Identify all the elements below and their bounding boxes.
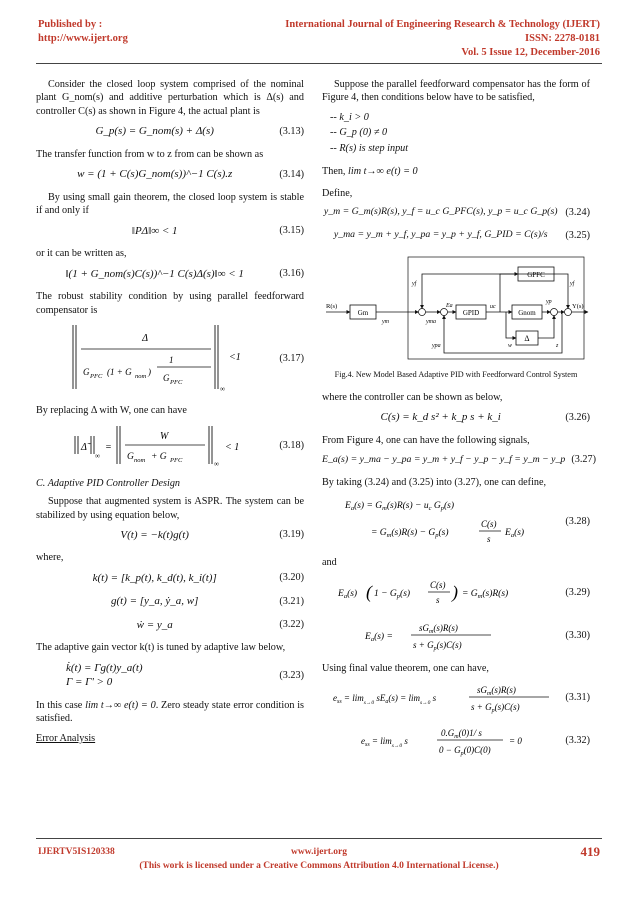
equation-3-32-graphic [341,724,541,758]
footer-rule [36,838,602,839]
condition-item: -- R(s) is step input [330,142,409,154]
svg-text:s: s [486,534,491,545]
svg-text:): ) [451,581,458,602]
journal-title: International Journal of Engineering Research & Technology (IJERT) [285,19,600,30]
equation-3-31: $e_{ss} = \lim_{s\to 0} sE_a(s) = \lim_{s\to 0} s$ $sG_m(s)R(s)$ $s + G_p(s)C(s)$ (3.31) [322,681,590,715]
paragraph: or it can be written as, [36,248,127,260]
svg-text:(: ( [365,581,372,602]
signal-label: ym [382,319,389,326]
figure-4-block-diagram [322,251,590,366]
figure-caption: Fig.4. New Model Based Adaptive PID with Feedforward Control System [334,370,578,380]
svg-text:s + Gp(s)C(s): $s + G_p(s)C(s)$ [470,702,520,715]
equation-3-21: g(t) = [y_a, ẏ_a, w] (3.21) [110,595,304,608]
svg-text:): ) [147,367,151,378]
equation-3-19: V(t) = −k(t)g(t) (3.19) [120,528,304,541]
equation-3-25: y_ma = y_m + y_f, y_pa = y_p + y_f, G_PID = C(s)/s (3.25) [333,228,590,241]
svg-text:W: W [159,430,169,442]
equation-3-18-graphic [65,424,245,468]
svg-text:1 − Gp(s): $1 - G_p(s)$ [373,588,410,600]
license-note: (This work is licensed under a Creative Commons Attribution 4.0 International License.) [139,861,499,871]
paragraph: Using final value theorem, one can have, [322,662,489,674]
section-heading: C. Adaptive PID Controller Design [36,477,181,489]
inline-limit: lim t→∞ e(t) = 0 [85,699,156,711]
svg-text:Ea(s) =: $E_a(s)$ = [364,631,393,643]
equation-3-29: $E_a(s)$ ( $1 - G_p(s)$ C(s) s ) = $G_m(s)R(s)$ (3.29) [322,576,590,610]
equation-3-23-line: k̇(t) = Γg(t)y_a(t) [66,661,143,674]
signal-label: uc [490,304,496,311]
header-rule [36,63,602,64]
svg-text:∞: ∞ [94,451,100,460]
left-column [36,78,304,745]
svg-text:= 0: = 0 [508,736,522,747]
paragraph: Suppose the parallel feedforward compensator has the form of Figure 4, then conditions below have to be satisfied, [322,79,590,104]
signal-label: ypa [432,343,441,350]
equation-3-20: k(t) = [k_p(t), k_d(t), k_i(t)] (3.20) [92,571,304,584]
equation-3-28-graphic [341,495,541,547]
equation-3-30: $E_a(s)$ = $sG_m(s)R(s)$ $s + G_p(s)C(s)$ (3.30) [322,619,590,653]
gnom-label: Gnom [518,309,536,318]
svg-text:= Gm(s)R(s) − Gp(s): = $G_m(s)R(s) - G_p(s)$ [370,528,449,540]
equation-3-27: E_a(s) = y_ma − y_pa = y_m + y_f − y_p − y_f = y_m − y_p (3.27) [322,453,596,466]
svg-text:PFC: PFC [89,373,102,381]
equation-3-15: ‖PΔ‖∞ < 1 (3.15) [131,224,304,237]
svg-text:s: s [435,594,440,605]
svg-text:G: G [82,367,90,378]
svg-text:nom: nom [134,373,146,381]
paragraph: Then, lim t→∞ e(t) = 0 [322,166,418,178]
sum-junction [441,309,448,316]
issn: ISSN: 2278-0181 [525,33,600,44]
svg-text:G: G [162,373,170,384]
svg-text:Ea(s): $E_a(s)$ [504,528,524,540]
svg-text:(1 + G: (1 + G [106,367,132,378]
gpfc-label: GPFC [527,271,545,280]
svg-text:ess = lims→0 sEa(s) = lims→0 s: $e_{ss} = \lim_{s\to 0} sE_a(s) = \lim_{s\to 0} s$ [332,693,436,707]
equation-3-17: Δ 1 G PFC (1 + G nom ) G PFC ∞ <1 (3.17) [36,323,304,395]
paragraph: and [322,557,337,569]
signal-label: Y(s) [572,303,584,311]
volume-issue: Vol. 5 Issue 12, December-2016 [461,47,600,58]
svg-text:∞: ∞ [219,385,225,394]
equation-3-24: y_m = G_m(s)R(s), y_f = u_c G_PFC(s), y_p = u_c G_p(s) (3.24) [323,206,590,219]
sum-junction [551,309,558,316]
publisher-label: Published by : [38,19,103,30]
delta-label: Δ [524,334,530,344]
svg-text:sGm(s)R(s): $sG_m(s)R(s)$ [476,685,516,698]
signal-label: w [508,343,513,350]
page-number: 419 [580,844,600,859]
signal-label: yf [570,281,575,288]
equation-3-18: Δ̃ ∞ = W G nom + G PFC ∞ < 1 (3.18) [36,424,304,468]
equation-3-31-graphic [331,681,551,715]
paragraph: Consider the closed loop system comprised of the nominal plant G_nom(s) and additive perturbation which is Δ(s) and controller C(s) as shown in Figure 4, the actual plant is [36,79,304,117]
svg-text:Ea(s): $E_a(s)$ [337,588,357,600]
signal-label: yf [412,281,417,288]
svg-text:∞: ∞ [213,459,219,468]
sum-junction [565,309,572,316]
svg-text:ess = lims→0 s: $e_{ss} = \lim_{s\to 0} s$ [360,736,408,750]
equation-3-14: w = (1 + C(s)G_nom(s))^−1 C(s).z (3.14) [77,168,304,181]
paragraph: By using small gain theorem, the closed loop system is stable if and only if [36,191,304,217]
footer-url[interactable]: www.ijert.org [291,847,347,857]
signal-label: z [556,343,559,350]
equation-3-23-line: Γ = Γ' > 0 [66,676,113,689]
paragraph: Suppose that augmented system is ASPR. The system can be stabilized by using equation below, [36,496,304,521]
paragraph: where the controller can be shown as below, [322,391,503,403]
svg-text:nom: nom [133,456,145,464]
svg-text:=: = [104,441,112,453]
sum-junction [419,309,426,316]
paragraph: The adaptive gain vector k(t) is tuned by adaptive law below, [36,642,286,654]
equation-3-28: $E_a(s) = G_m(s)R(s) - u_c$ $G_p(s)$ = $G_m(s)R(s) - G_p(s)$ C(s) s $E_a(s)$ (3.28) [322,495,590,547]
svg-text:0 − Gp(0)C(0): $0 - G_p(0)C(0)$ [438,745,491,758]
paragraph: In this case lim t→∞ e(t) = 0. Zero steady state error condition is satisfied. [36,699,304,725]
right-column [322,78,596,767]
journal-url[interactable]: http://www.ijert.org [38,33,128,44]
signal-label: yp [546,299,552,306]
equation-3-17-graphic [65,323,245,395]
condition-item: -- G_p (0) ≠ 0 [330,127,388,139]
paragraph: The transfer function from w to z from can be shown as [36,148,264,160]
paper-id: IJERTV5IS120338 [38,847,115,857]
paragraph: where, [36,552,64,564]
equation-3-16: ‖(1 + G_nom(s)C(s))^−1 C(s)Δ(s)‖∞ < 1 (3.16) [65,267,304,280]
paragraph: By taking (3.24) and (3.25) into (3.27), one can define, [322,476,547,488]
signal-label: Ea [446,303,453,310]
svg-text:< 1: < 1 [224,441,239,453]
svg-text:= Gm(s)R(s): = $G_m(s)R(s)$ [461,588,508,600]
svg-text:Δ: Δ [141,333,148,345]
svg-text:Δ̃: Δ̃ [80,441,87,453]
svg-text:G: G [126,451,134,462]
equation-3-13: G_p(s) = G_nom(s) + Δ(s) (3.13) [95,125,304,138]
svg-text:1: 1 [168,355,174,366]
svg-text:+ G: + G [150,451,167,462]
signal-label: R(s) [326,303,338,311]
section-heading: Error Analysis [36,732,96,744]
gm-label: Gm [357,309,369,318]
paragraph: The robust stability condition by using parallel feedforward compensator is [36,291,304,316]
svg-text:0.Gm(0)1/ s: $0.G_m(0)1/$ s [440,728,482,741]
svg-text:C(s): C(s) [429,579,446,590]
paragraph: From Figure 4, one can have the following signals, [322,434,530,446]
equation-3-22: ẇ = y_a (3.22) [136,618,304,631]
svg-text:s + Gp(s)C(s): $s + G_p(s)C(s)$ [412,639,462,652]
condition-item: -- k_i > 0 [330,111,369,123]
paragraph: By replacing Δ with W, one can have [36,405,187,417]
equation-3-23: k̇(t) = Γg(t)y_a(t) Γ = Γ' > 0 (3.23) [66,661,304,689]
svg-text:PFC: PFC [169,456,182,464]
paragraph: Define, [322,187,353,199]
svg-text:Ea(s) = Gm(s)R(s) − uc Gp(s): $E_a(s) = G_m(s)R(s) - u_c$ $G_p(s)$ [344,501,454,513]
gpid-label: GPID [462,309,480,318]
svg-text:PFC: PFC [169,379,182,387]
equation-3-29-graphic [336,576,546,610]
signal-label: yma [426,319,436,326]
svg-text:sGm(s)R(s): $sG_m(s)R(s)$ [418,622,458,635]
svg-text:C(s): C(s) [480,519,497,530]
equation-3-32: $e_{ss} = \lim_{s\to 0} s$ $0.G_m(0)1/$ s $0 - G_p(0)C(0)$ = 0 (3.32) [322,724,590,758]
equation-3-30-graphic [361,619,521,653]
svg-text:<1: <1 [228,352,241,364]
equation-3-26: C(s) = k_d s² + k_p s + k_i (3.26) [380,411,590,424]
